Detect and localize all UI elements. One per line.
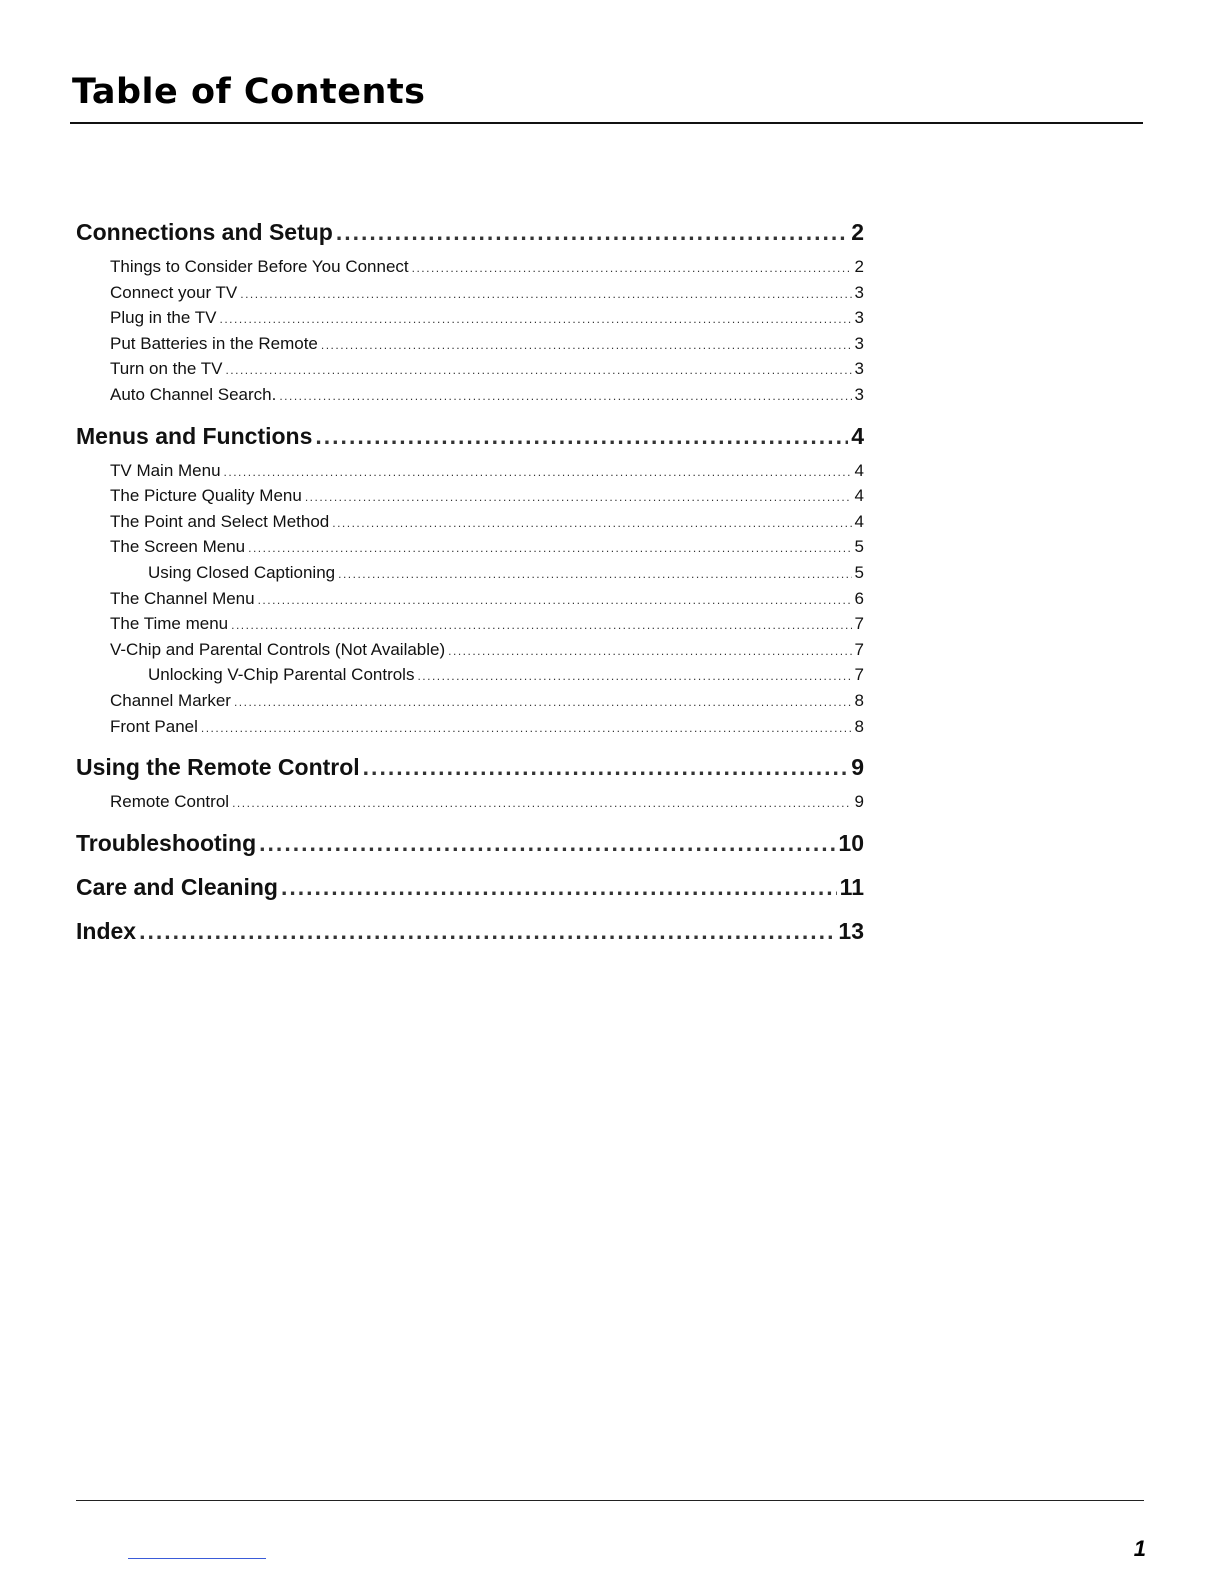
dot-leader (139, 911, 835, 951)
toc-subentry-list (76, 252, 864, 412)
dot-leader (224, 458, 852, 486)
toc-section (76, 867, 864, 907)
toc-page-number: 7 (854, 639, 864, 659)
toc-entry-title: Front Panel (110, 716, 198, 736)
toc-page-number: 8 (854, 690, 864, 710)
dot-leader (448, 637, 851, 665)
toc-entry-title: Turn on the TV (110, 359, 223, 379)
toc-section (76, 823, 864, 863)
toc-entry-title: The Channel Menu (110, 588, 255, 608)
toc-entry-title: Unlocking V-Chip Parental Controls (148, 665, 415, 685)
toc-entry-title: Connections and Setup (76, 219, 333, 245)
toc-entry-title: Remote Control (110, 792, 230, 812)
toc-entry[interactable] (76, 688, 864, 714)
toc-entry-title: Care and Cleaning (76, 873, 278, 900)
toc-entry-title: The Screen Menu (110, 537, 246, 557)
toc-entry[interactable] (76, 611, 864, 637)
toc-page-number: 5 (854, 537, 864, 557)
toc-entry[interactable] (76, 458, 864, 484)
toc-section-heading[interactable] (76, 823, 864, 863)
toc-subentry-list (76, 787, 864, 819)
toc-section-heading[interactable] (76, 212, 864, 252)
toc-entry-title: Using the Remote Control (76, 754, 360, 781)
toc-section (76, 747, 864, 819)
page-title: Table of Contents (72, 72, 426, 112)
dot-leader (232, 789, 851, 817)
toc-entry-title: V-Chip and Parental Controls (Not Available) (110, 639, 446, 659)
page-number: 1 (1133, 1536, 1146, 1561)
dot-leader (259, 823, 835, 863)
toc-entry[interactable] (76, 483, 864, 509)
toc-entry[interactable] (76, 789, 864, 815)
toc-entry[interactable] (76, 662, 864, 688)
toc-entry-title: Plug in the TV (110, 308, 217, 328)
dot-leader (219, 305, 851, 333)
dot-leader (281, 867, 837, 907)
toc-entry-title: Using Closed Captioning (148, 562, 336, 582)
toc-page-number: 4 (851, 422, 864, 449)
toc-section (76, 212, 864, 412)
toc-page-number: 4 (854, 511, 864, 531)
dot-leader (279, 382, 851, 410)
toc-entry-title: TV Main Menu (110, 460, 221, 480)
toc-entry-title: Troubleshooting (76, 829, 257, 856)
dot-leader (305, 483, 852, 511)
toc-page-number: 9 (851, 754, 864, 781)
dot-leader (412, 254, 852, 282)
toc-section-heading[interactable] (76, 747, 864, 787)
toc-entry-title: Index (76, 917, 137, 944)
toc-entry[interactable] (76, 637, 864, 663)
dot-leader (231, 611, 851, 639)
toc-page-number: 6 (854, 588, 864, 608)
table-of-contents (76, 212, 864, 955)
toc-page-number: 4 (854, 460, 864, 480)
toc-page-number: 2 (851, 219, 864, 245)
toc-page-number: 3 (854, 384, 864, 404)
toc-entry-title: Auto Channel Search. (110, 384, 277, 404)
dot-leader (234, 688, 852, 716)
toc-entry-title: The Point and Select Method (110, 511, 330, 531)
dot-leader (332, 509, 851, 537)
toc-entry[interactable] (76, 560, 864, 586)
dot-leader (225, 356, 851, 384)
toc-entry[interactable] (76, 254, 864, 280)
toc-entry-title: Put Batteries in the Remote (110, 333, 318, 353)
toc-entry-title: Menus and Functions (76, 422, 313, 449)
footer-divider (76, 1500, 1144, 1501)
toc-page-number: 3 (854, 359, 864, 379)
dot-leader (240, 280, 851, 308)
toc-section-heading[interactable] (76, 911, 864, 951)
toc-section-heading[interactable] (76, 416, 864, 456)
toc-page-number: 9 (854, 792, 864, 812)
dot-leader (417, 662, 851, 690)
dot-leader (315, 416, 848, 456)
toc-subentry-list (76, 456, 864, 744)
title-divider (70, 122, 1143, 124)
dot-leader (201, 714, 852, 742)
dot-leader (248, 534, 851, 562)
dot-leader (321, 331, 852, 359)
toc-page-number: 3 (854, 333, 864, 353)
toc-section (76, 911, 864, 951)
toc-entry-title: Channel Marker (110, 690, 231, 710)
toc-page-number: 8 (854, 716, 864, 736)
toc-entry-title: The Picture Quality Menu (110, 486, 302, 506)
toc-page-number: 7 (854, 665, 864, 685)
toc-entry-title: Connect your TV (110, 282, 238, 302)
toc-page-number: 11 (839, 873, 864, 900)
link-underline-mark (128, 1558, 266, 1559)
toc-entry[interactable] (76, 586, 864, 612)
toc-page-number: 7 (854, 614, 864, 634)
toc-entry[interactable] (76, 509, 864, 535)
toc-page-number: 4 (854, 486, 864, 506)
toc-entry[interactable] (76, 382, 864, 408)
toc-entry[interactable] (76, 331, 864, 357)
toc-section-heading[interactable] (76, 867, 864, 907)
toc-page-number: 13 (838, 917, 864, 944)
toc-entry-title: The Time menu (110, 614, 229, 634)
toc-entry[interactable] (76, 356, 864, 382)
dot-leader (258, 586, 852, 614)
toc-entry[interactable] (76, 534, 864, 560)
toc-page-number: 10 (838, 829, 864, 856)
dot-leader (363, 747, 849, 787)
toc-entry-title: Things to Consider Before You Connect (110, 257, 409, 276)
toc-section (76, 416, 864, 744)
dot-leader (338, 560, 851, 588)
toc-page-number: 2 (854, 257, 864, 276)
toc-page-number: 5 (854, 562, 864, 582)
dot-leader (336, 212, 848, 252)
toc-page-number: 3 (854, 308, 864, 328)
toc-entry[interactable] (76, 305, 864, 331)
toc-entry[interactable] (76, 280, 864, 306)
toc-page-number: 3 (854, 282, 864, 302)
toc-entry[interactable] (76, 714, 864, 740)
